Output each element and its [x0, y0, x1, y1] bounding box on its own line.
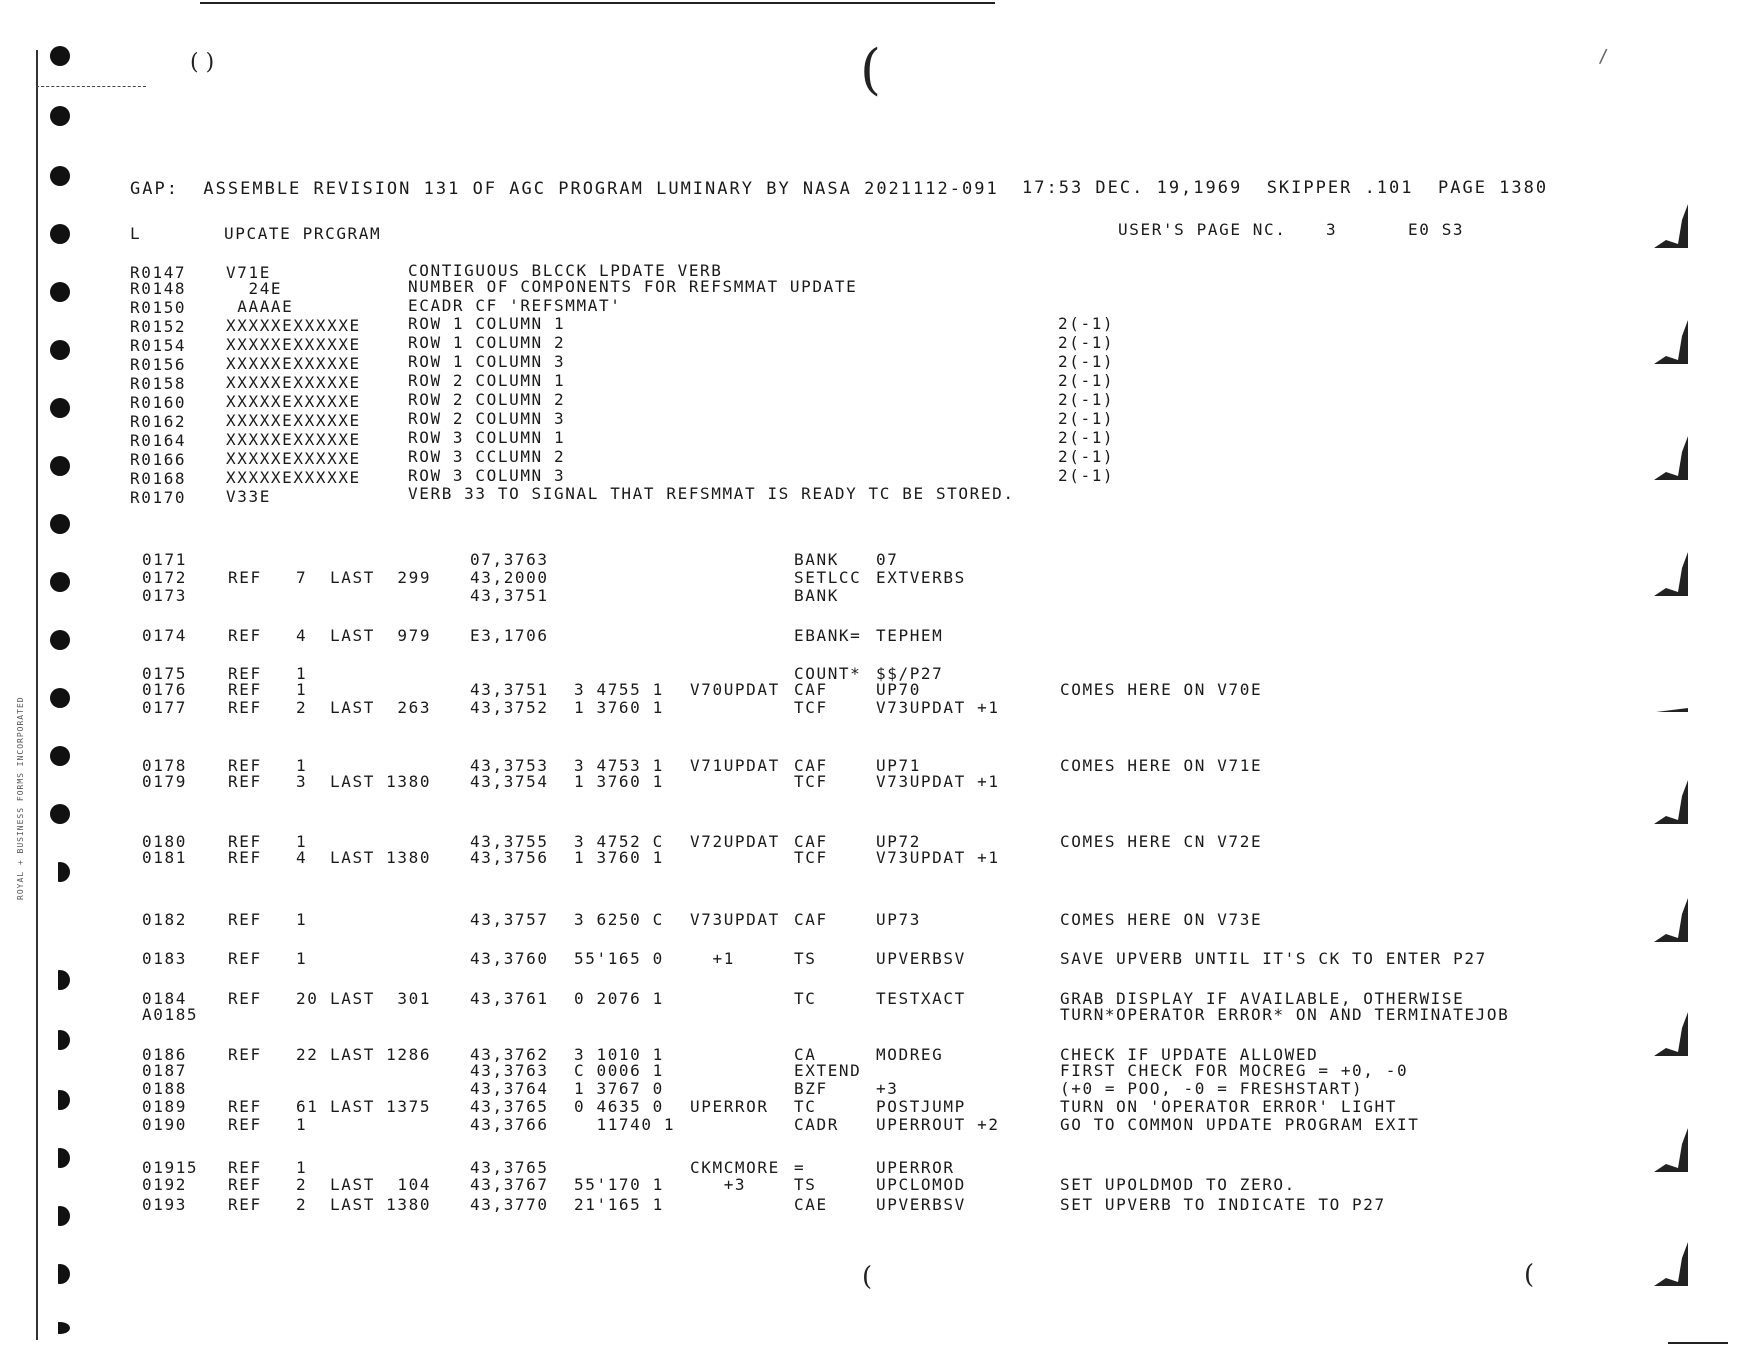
- listing-address: 43,3763: [470, 1061, 549, 1080]
- margin-stamp: ROYAL + BUSINESS FORMS INCORPORATED: [16, 696, 25, 900]
- listing-line-number: 01915: [142, 1158, 199, 1177]
- listing-ref: REF: [228, 848, 262, 867]
- listing-address: 07,3763: [470, 550, 549, 569]
- listing-ref: REF: [228, 989, 262, 1008]
- verb-row-code: XXXXXEXXXXXE: [226, 430, 361, 449]
- listing-comment: GO TO COMMON UPDATE PROGRAM EXIT: [1060, 1115, 1420, 1134]
- listing-line-number: 0182: [142, 910, 187, 929]
- verb-row-id: R0162: [130, 412, 187, 431]
- listing-label: UPERROR: [690, 1097, 769, 1116]
- verb-row-id: R0166: [130, 450, 187, 469]
- listing-address: 43,3754: [470, 772, 549, 791]
- sprocket-hole: [50, 340, 70, 360]
- scan-artifact: ( ): [190, 50, 215, 75]
- listing-operand: TEPHEM: [876, 626, 944, 645]
- listing-comment: FIRST CHECK FOR MOCREG = +0, -0: [1060, 1061, 1409, 1080]
- sprocket-hole: [50, 688, 70, 708]
- verb-row-desc: ECADR CF 'REFSMMAT': [408, 296, 622, 315]
- listing-octal-word: 1 3760 1: [574, 848, 664, 867]
- listing-line-number: A0185: [142, 1005, 199, 1024]
- listing-comment: GRAB DISPLAY IF AVAILABLE, OTHERWISE: [1060, 989, 1465, 1008]
- listing-line-number: 0173: [142, 586, 187, 605]
- listing-opcode: BZF: [794, 1079, 828, 1098]
- listing-label: +1: [690, 949, 735, 968]
- listing-octal-word: 3 4752 C: [574, 832, 664, 851]
- listing-operand: UP70: [876, 680, 921, 699]
- listing-ref: REF: [228, 698, 262, 717]
- listing-ref-count: 1: [296, 680, 308, 699]
- listing-octal-word: 55'170 1: [574, 1175, 664, 1194]
- listing-comment: TURN*OPERATOR ERROR* ON AND TERMINATEJOB: [1060, 1005, 1510, 1024]
- listing-operand: UPERROR: [876, 1158, 955, 1177]
- listing-operand: UP73: [876, 910, 921, 929]
- verb-row-id: R0154: [130, 336, 187, 355]
- listing-ref: REF: [228, 1045, 262, 1064]
- verb-row-desc: ROW 1 COLUMN 1: [408, 314, 566, 333]
- listing-ref: REF: [228, 626, 262, 645]
- verb-row-id: R0158: [130, 374, 187, 393]
- eo-marker: E0 S3: [1408, 220, 1465, 239]
- scan-artifact: /: [1598, 46, 1609, 67]
- listing-comment: TURN ON 'OPERATOR ERROR' LIGHT: [1060, 1097, 1397, 1116]
- listing-ref-count: 1: [296, 1158, 308, 1177]
- edge-mark: [1648, 776, 1692, 828]
- verb-row-scale: 2(-1): [1058, 409, 1115, 428]
- listing-operand: EXTVERBS: [876, 568, 966, 587]
- verb-row-scale: 2(-1): [1058, 314, 1115, 333]
- listing-line-number: 0190: [142, 1115, 187, 1134]
- listing-comment: CHECK IF UPDATE ALLOWED: [1060, 1045, 1319, 1064]
- verb-row-id: R0150: [130, 298, 187, 317]
- listing-last-ref: LAST 1380: [330, 772, 432, 791]
- listing-opcode: BANK: [794, 586, 839, 605]
- listing-ref-count: 2: [296, 698, 308, 717]
- sprocket-hole: [50, 224, 70, 244]
- listing-label: V72UPDAT: [690, 832, 780, 851]
- listing-operand: POSTJUMP: [876, 1097, 966, 1116]
- verb-row-desc: ROW 2 COLUMN 2: [408, 390, 566, 409]
- listing-operand: UP72: [876, 832, 921, 851]
- sprocket-hole: [50, 970, 70, 990]
- listing-ref: REF: [228, 1097, 262, 1116]
- listing-address: 43,3765: [470, 1158, 549, 1177]
- sprocket-hole: [50, 282, 70, 302]
- listing-ref: REF: [228, 664, 262, 683]
- listing-line-number: 0183: [142, 949, 187, 968]
- sprocket-hole: [50, 1264, 70, 1284]
- verb-row-scale: 2(-1): [1058, 333, 1115, 352]
- listing-label: V70UPDAT: [690, 680, 780, 699]
- verb-row-id: R0148: [130, 279, 187, 298]
- listing-opcode: TC: [794, 1097, 817, 1116]
- listing-last-ref: LAST 301: [330, 989, 432, 1008]
- listing-label: V73UPDAT: [690, 910, 780, 929]
- listing-line-number: 0187: [142, 1061, 187, 1080]
- verb-row-id: R0152: [130, 317, 187, 336]
- verb-row-desc: ROW 3 COLUMN 1: [408, 428, 566, 447]
- verb-row-desc: NUMBER OF COMPONENTS FOR REFSMMAT UPDATE: [408, 277, 858, 296]
- sprocket-hole: [50, 106, 70, 126]
- listing-address: 43,3756: [470, 848, 549, 867]
- user-page-number: 3: [1326, 220, 1338, 239]
- listing-opcode: CADR: [794, 1115, 839, 1134]
- listing-line-number: 0181: [142, 848, 187, 867]
- listing-ref-count: 61: [296, 1097, 319, 1116]
- listing-comment: COMES HERE CN V72E: [1060, 832, 1263, 851]
- edge-mark: [1648, 894, 1692, 946]
- listing-address: 43,3752: [470, 698, 549, 717]
- listing-octal-word: 0 2076 1: [574, 989, 664, 1008]
- listing-octal-word: 55'165 0: [574, 949, 664, 968]
- listing-ref: REF: [228, 910, 262, 929]
- listing-line-number: 0176: [142, 680, 187, 699]
- sprocket-hole: [50, 1030, 70, 1050]
- listing-operand: MODREG: [876, 1045, 944, 1064]
- listing-opcode: TCF: [794, 772, 828, 791]
- listing-ref: REF: [228, 680, 262, 699]
- verb-row-id: R0160: [130, 393, 187, 412]
- verb-row-scale: 2(-1): [1058, 447, 1115, 466]
- listing-octal-word: 1 3760 1: [574, 698, 664, 717]
- listing-ref-count: 1: [296, 910, 308, 929]
- scan-artifact: (: [1524, 1260, 1535, 1290]
- listing-octal-word: 0 4635 0: [574, 1097, 664, 1116]
- listing-ref: REF: [228, 756, 262, 775]
- verb-row-desc: CONTIGUOUS BLCCK LPDATE VERB: [408, 261, 723, 280]
- verb-row-scale: 2(-1): [1058, 428, 1115, 447]
- listing-ref-count: 1: [296, 1115, 308, 1134]
- bottom-rule: [1668, 1342, 1728, 1344]
- listing-ref-count: 1: [296, 756, 308, 775]
- listing-ref-count: 1: [296, 664, 308, 683]
- sprocket-margin-line: [36, 50, 38, 1340]
- listing-ref: REF: [228, 1115, 262, 1134]
- verb-row-id: R0147: [130, 263, 187, 282]
- listing-comment: SET UPOLDMOD TO ZERO.: [1060, 1175, 1296, 1194]
- sprocket-hole: [50, 630, 70, 650]
- listing-line-number: 0179: [142, 772, 187, 791]
- section-letter: L: [130, 224, 142, 243]
- listing-address: 43,3762: [470, 1045, 549, 1064]
- listing-comment: COMES HERE ON V71E: [1060, 756, 1263, 775]
- listing-ref-count: 7: [296, 568, 308, 587]
- listing-opcode: TCF: [794, 848, 828, 867]
- listing-address: 43,3766: [470, 1115, 549, 1134]
- listing-address: E3,1706: [470, 626, 549, 645]
- edge-mark: [1648, 1124, 1692, 1176]
- verb-row-code: AAAAE: [226, 297, 294, 316]
- edge-mark: [1648, 432, 1692, 484]
- verb-row-id: R0156: [130, 355, 187, 374]
- listing-opcode: TS: [794, 1175, 817, 1194]
- listing-operand: TESTXACT: [876, 989, 966, 1008]
- listing-ref-count: 22: [296, 1045, 319, 1064]
- verb-row-code: XXXXXEXXXXXE: [226, 373, 361, 392]
- listing-line-number: 0189: [142, 1097, 187, 1116]
- listing-ref-count: 20: [296, 989, 319, 1008]
- listing-line-number: 0186: [142, 1045, 187, 1064]
- listing-last-ref: LAST 979: [330, 626, 432, 645]
- listing-opcode: CAF: [794, 910, 828, 929]
- listing-opcode: TCF: [794, 698, 828, 717]
- verb-row-code: XXXXXEXXXXXE: [226, 354, 361, 373]
- verb-row-id: R0170: [130, 488, 187, 507]
- listing-ref-count: 2: [296, 1195, 308, 1214]
- listing-line-number: 0178: [142, 756, 187, 775]
- tear-line: [36, 86, 146, 87]
- verb-row-id: R0164: [130, 431, 187, 450]
- sprocket-hole: [50, 1206, 70, 1226]
- verb-row-code: V71E: [226, 263, 271, 282]
- listing-comment: SET UPVERB TO INDICATE TO P27: [1060, 1195, 1386, 1214]
- verb-row-scale: 2(-1): [1058, 371, 1115, 390]
- sprocket-hole: [50, 514, 70, 534]
- verb-row-desc: ROW 2 COLUMN 3: [408, 409, 566, 428]
- timestamp-header: 17:53 DEC. 19,1969 SKIPPER .101 PAGE 1380: [1022, 178, 1549, 198]
- sprocket-hole: [50, 862, 70, 882]
- listing-octal-word: 21'165 1: [574, 1195, 664, 1214]
- listing-address: 43,3751: [470, 680, 549, 699]
- listing-address: 43,3761: [470, 989, 549, 1008]
- listing-address: 43,3755: [470, 832, 549, 851]
- sprocket-hole: [50, 46, 70, 66]
- user-page-label: USER'S PAGE NC.: [1118, 220, 1287, 239]
- listing-octal-word: 1 3767 0: [574, 1079, 664, 1098]
- listing-comment: SAVE UPVERB UNTIL IT'S CK TO ENTER P27: [1060, 949, 1487, 968]
- listing-label: CKMCMORE: [690, 1158, 780, 1177]
- listing-last-ref: LAST 299: [330, 568, 432, 587]
- listing-line-number: 0180: [142, 832, 187, 851]
- verb-row-code: XXXXXEXXXXXE: [226, 449, 361, 468]
- verb-row-scale: 2(-1): [1058, 466, 1115, 485]
- listing-ref: REF: [228, 832, 262, 851]
- listing-opcode: TS: [794, 949, 817, 968]
- listing-opcode: COUNT*: [794, 664, 862, 683]
- listing-last-ref: LAST 104: [330, 1175, 432, 1194]
- listing-comment: (+0 = POO, -0 = FRESHSTART): [1060, 1079, 1364, 1098]
- listing-ref: REF: [228, 1195, 262, 1214]
- listing-address: 43,3764: [470, 1079, 549, 1098]
- listing-address: 43,3767: [470, 1175, 549, 1194]
- listing-operand: 07: [876, 550, 899, 569]
- section-title: UPCATE PRCGRAM: [224, 224, 382, 243]
- verb-row-desc: ROW 1 COLUMN 3: [408, 352, 566, 371]
- sprocket-hole: [50, 1322, 70, 1334]
- edge-mark: [1648, 664, 1692, 716]
- sprocket-hole: [50, 746, 70, 766]
- listing-opcode: =: [794, 1158, 806, 1177]
- edge-mark: [1648, 1238, 1692, 1290]
- listing-opcode: CAF: [794, 680, 828, 699]
- listing-line-number: 0184: [142, 989, 187, 1008]
- listing-address: 43,3765: [470, 1097, 549, 1116]
- listing-ref-count: 1: [296, 832, 308, 851]
- verb-row-desc: VERB 33 TO SIGNAL THAT REFSMMAT IS READY TC BE STORED.: [408, 484, 1015, 503]
- listing-operand: $$/P27: [876, 664, 944, 683]
- listing-operand: UPERROUT +2: [876, 1115, 1000, 1134]
- listing-octal-word: C 0006 1: [574, 1061, 664, 1080]
- listing-operand: UP71: [876, 756, 921, 775]
- listing-octal-word: 1 3760 1: [574, 772, 664, 791]
- sprocket-hole: [50, 1148, 70, 1168]
- listing-line-number: 0177: [142, 698, 187, 717]
- verb-row-code: 24E: [226, 279, 283, 298]
- listing-address: 43,3751: [470, 586, 549, 605]
- listing-operand: UPCLOMOD: [876, 1175, 966, 1194]
- listing-operand: V73UPDAT +1: [876, 848, 1000, 867]
- scan-artifact: (: [860, 38, 882, 101]
- listing-opcode: BANK: [794, 550, 839, 569]
- verb-row-code: XXXXXEXXXXXE: [226, 316, 361, 335]
- listing-operand: UPVERBSV: [876, 949, 966, 968]
- listing-comment: COMES HERE ON V73E: [1060, 910, 1263, 929]
- sprocket-hole: [50, 804, 70, 824]
- verb-row-desc: ROW 1 COLUMN 2: [408, 333, 566, 352]
- listing-octal-word: 3 1010 1: [574, 1045, 664, 1064]
- listing-ref: REF: [228, 772, 262, 791]
- listing-opcode: EBANK=: [794, 626, 862, 645]
- listing-last-ref: LAST 1286: [330, 1045, 432, 1064]
- listing-ref: REF: [228, 1175, 262, 1194]
- edge-mark: [1648, 548, 1692, 600]
- listing-opcode: CAE: [794, 1195, 828, 1214]
- scan-artifact: (: [862, 1262, 873, 1292]
- verb-row-desc: ROW 3 CCLUMN 2: [408, 447, 566, 466]
- listing-ref-count: 3: [296, 772, 308, 791]
- listing-octal-word: 3 6250 C: [574, 910, 664, 929]
- listing-line-number: 0175: [142, 664, 187, 683]
- verb-row-code: XXXXXEXXXXXE: [226, 392, 361, 411]
- listing-address: 43,3770: [470, 1195, 549, 1214]
- listing-octal-word: 11740 1: [574, 1115, 676, 1134]
- listing-ref-count: 4: [296, 626, 308, 645]
- listing-opcode: CA: [794, 1045, 817, 1064]
- listing-line-number: 0192: [142, 1175, 187, 1194]
- listing-opcode: SETLCC: [794, 568, 862, 587]
- listing-opcode: CAF: [794, 756, 828, 775]
- listing-line-number: 0171: [142, 550, 187, 569]
- verb-row-desc: ROW 3 COLUMN 3: [408, 466, 566, 485]
- listing-opcode: TC: [794, 989, 817, 1008]
- edge-mark: [1648, 316, 1692, 368]
- verb-row-id: R0168: [130, 469, 187, 488]
- sprocket-hole: [50, 1090, 70, 1110]
- listing-last-ref: LAST 1380: [330, 848, 432, 867]
- verb-row-code: XXXXXEXXXXXE: [226, 411, 361, 430]
- listing-ref: REF: [228, 949, 262, 968]
- edge-mark: [1648, 1008, 1692, 1060]
- listing-ref: REF: [228, 568, 262, 587]
- verb-row-scale: 2(-1): [1058, 352, 1115, 371]
- sprocket-hole: [50, 398, 70, 418]
- listing-address: 43,3760: [470, 949, 549, 968]
- listing-ref: REF: [228, 1158, 262, 1177]
- sprocket-hole: [50, 166, 70, 186]
- listing-operand: UPVERBSV: [876, 1195, 966, 1214]
- edge-mark: [1648, 200, 1692, 252]
- listing-ref-count: 2: [296, 1175, 308, 1194]
- listing-ref-count: 4: [296, 848, 308, 867]
- listing-line-number: 0174: [142, 626, 187, 645]
- listing-label: V71UPDAT: [690, 756, 780, 775]
- verb-row-scale: 2(-1): [1058, 390, 1115, 409]
- assembly-header: GAP: ASSEMBLE REVISION 131 OF AGC PROGRAM LUMINARY BY NASA 2021112-091: [130, 179, 999, 199]
- listing-octal-word: 3 4753 1: [574, 756, 664, 775]
- listing-octal-word: 3 4755 1: [574, 680, 664, 699]
- listing-operand: +3: [876, 1079, 899, 1098]
- listing-address: 43,3757: [470, 910, 549, 929]
- listing-comment: COMES HERE ON V70E: [1060, 680, 1263, 699]
- verb-row-code: V33E: [226, 487, 271, 506]
- listing-label: +3: [690, 1175, 747, 1194]
- verb-row-code: XXXXXEXXXXXE: [226, 468, 361, 487]
- listing-last-ref: LAST 1380: [330, 1195, 432, 1214]
- listing-operand: V73UPDAT +1: [876, 698, 1000, 717]
- listing-last-ref: LAST 263: [330, 698, 432, 717]
- listing-line-number: 0188: [142, 1079, 187, 1098]
- listing-address: 43,2000: [470, 568, 549, 587]
- verb-row-code: XXXXXEXXXXXE: [226, 335, 361, 354]
- sprocket-hole: [50, 456, 70, 476]
- verb-row-desc: ROW 2 COLUMN 1: [408, 371, 566, 390]
- listing-last-ref: LAST 1375: [330, 1097, 432, 1116]
- listing-line-number: 0193: [142, 1195, 187, 1214]
- listing-address: 43,3753: [470, 756, 549, 775]
- listing-ref-count: 1: [296, 949, 308, 968]
- listing-operand: V73UPDAT +1: [876, 772, 1000, 791]
- listing-opcode: EXTEND: [794, 1061, 862, 1080]
- listing-opcode: CAF: [794, 832, 828, 851]
- sprocket-hole: [50, 572, 70, 592]
- top-rule: [200, 2, 995, 4]
- listing-line-number: 0172: [142, 568, 187, 587]
